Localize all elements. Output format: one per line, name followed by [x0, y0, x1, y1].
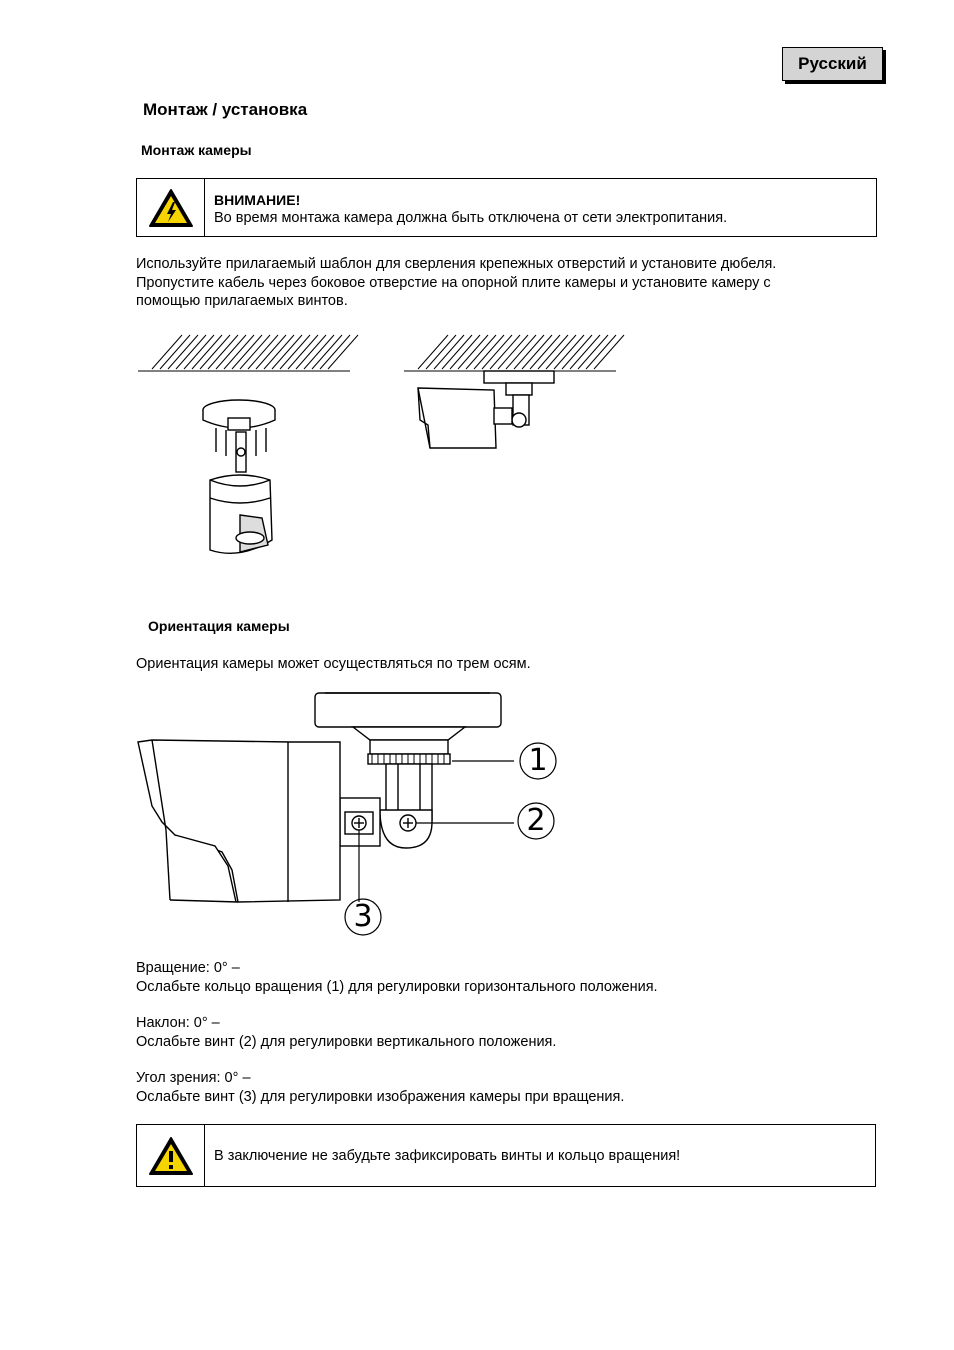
hatch-line: [522, 335, 552, 369]
hatch-line: [264, 335, 294, 369]
mount-paragraph-line: Используйте прилагаемый шаблон для сверления крепежных отверстий и установите дюбеля.: [136, 256, 777, 272]
note-text: В заключение не забудьте зафиксировать винты и кольцо вращения!: [214, 1147, 681, 1164]
orientation-item-label: Угол зрения: 0° –: [136, 1070, 251, 1086]
orientation-diagram: [138, 693, 501, 902]
callout-1: 1: [528, 743, 548, 778]
hatch-line: [192, 335, 222, 369]
orientation-item-text: Ослабьте винт (2) для регулировки вертикального положения.: [136, 1033, 557, 1050]
section-title: Монтаж / установка: [143, 100, 308, 119]
note-box: [136, 1124, 876, 1187]
hatch-line: [312, 335, 342, 369]
hatch-line: [232, 335, 262, 369]
hatch-line: [304, 335, 334, 369]
hatch-line: [474, 335, 504, 369]
hatch-line: [216, 335, 246, 369]
hatch-line: [320, 335, 350, 369]
hatch-line: [426, 335, 456, 369]
orientation-item-label: Наклон: 0° –: [136, 1015, 220, 1031]
caution-warning-icon: [137, 1125, 205, 1186]
callout-2: 2: [526, 803, 546, 838]
orientation-item: [136, 959, 896, 996]
mount-paragraph-line: помощью прилагаемых винтов.: [136, 293, 348, 309]
hatch-line: [280, 335, 310, 369]
warning-title: ВНИМАНИЕ!: [214, 192, 301, 208]
hatch-line: [288, 335, 318, 369]
hatch-line: [224, 335, 254, 369]
hatch-line: [482, 335, 512, 369]
hatch-line: [562, 335, 592, 369]
hatch-line: [272, 335, 302, 369]
hatch-line: [200, 335, 230, 369]
orientation-intro: Ориентация камеры может осуществляться по трем осям.: [136, 656, 531, 672]
hatch-line: [490, 335, 520, 369]
hatch-line: [506, 335, 536, 369]
hatch-line: [458, 335, 488, 369]
hatch-line: [450, 335, 480, 369]
hatch-line: [538, 335, 568, 369]
orientation-item-text: Ослабьте кольцо вращения (1) для регулировки горизонтального положения.: [136, 978, 658, 995]
language-tab: Русский: [782, 47, 883, 81]
hatch-line: [554, 335, 584, 369]
hatch-line: [498, 335, 528, 369]
hatch-line: [168, 335, 198, 369]
ceiling-hatch-right: [404, 335, 624, 371]
hatch-line: [240, 335, 270, 369]
hatch-line: [208, 335, 238, 369]
hatch-line: [594, 335, 624, 369]
hatch-line: [578, 335, 608, 369]
hatch-line: [176, 335, 206, 369]
hatch-line: [570, 335, 600, 369]
warning-text: Во время монтажа камера должна быть отключена от сети электропитания.: [214, 210, 728, 226]
hatch-line: [296, 335, 326, 369]
hatch-line: [328, 335, 358, 369]
hatch-line: [256, 335, 286, 369]
orientation-item: [136, 1069, 896, 1106]
orientation-item-label: Вращение: 0° –: [136, 960, 240, 976]
hatch-line: [152, 335, 182, 369]
ceiling-hatch-left: [138, 335, 358, 371]
hatch-line: [418, 335, 448, 369]
hatch-line: [184, 335, 214, 369]
hatch-line: [434, 335, 464, 369]
hatch-line: [546, 335, 576, 369]
orientation-item-text: Ослабьте винт (3) для регулировки изображения камеры при вращения.: [136, 1088, 625, 1105]
hatch-line: [530, 335, 560, 369]
mount-paragraph-line: Пропустите кабель через боковое отверстие на опорной плите камеры и установите камеру с: [136, 274, 771, 291]
hatch-line: [160, 335, 190, 369]
mounted-camera-drawing: [418, 371, 554, 448]
hatch-line: [466, 335, 496, 369]
orientation-subtitle: Ориентация камеры: [148, 618, 290, 634]
hatch-line: [248, 335, 278, 369]
exploded-camera-drawing: [203, 400, 275, 553]
hatch-line: [586, 335, 616, 369]
orientation-item: [136, 1014, 896, 1051]
hatch-line: [442, 335, 472, 369]
callout-3: 3: [353, 899, 373, 934]
hatch-line: [514, 335, 544, 369]
mount-subtitle: Монтаж камеры: [141, 142, 252, 158]
